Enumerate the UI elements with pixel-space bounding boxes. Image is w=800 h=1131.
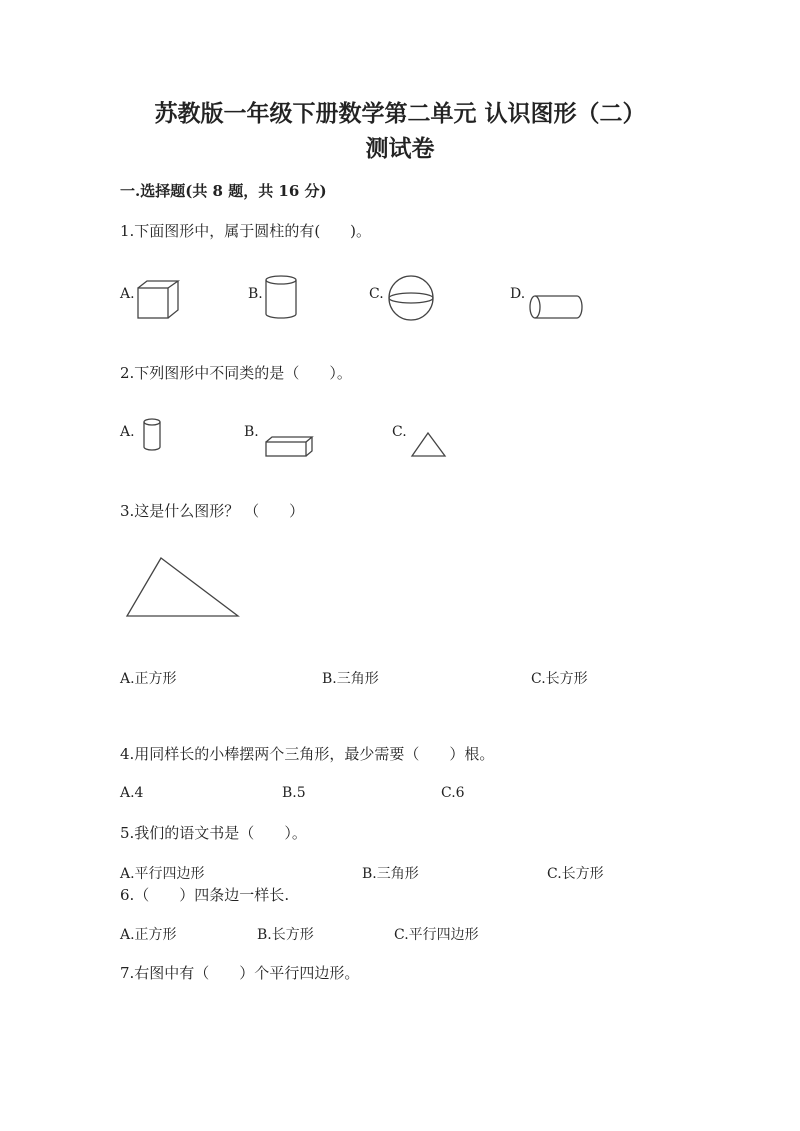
question-1: 1.下面图形中，属于圆柱的有( )。 [120, 222, 372, 240]
q6-option-b: B.长方形 [257, 927, 314, 943]
cube-icon [137, 280, 185, 320]
cylinder-icon [265, 275, 301, 323]
q5-option-b: B.三角形 [362, 866, 419, 882]
q1-option-c-label: C. [369, 286, 384, 302]
q3-option-c: C.长方形 [531, 671, 588, 687]
q6-option-a: A.正方形 [120, 927, 177, 943]
q4-option-c: C.6 [441, 785, 465, 801]
sphere-icon [388, 275, 436, 323]
q2-option-c-label: C. [392, 424, 407, 440]
q1-option-b-label: B. [248, 286, 263, 302]
cuboid-icon [265, 436, 315, 458]
q2-option-b-label: B. [244, 424, 259, 440]
lying-cylinder-icon [529, 295, 585, 323]
q6-option-c: C.平行四边形 [394, 927, 479, 943]
q5-option-c: C.长方形 [547, 866, 604, 882]
section-heading: 一.选择题(共 8 题，共 16 分) [120, 182, 327, 200]
q4-option-b: B.5 [282, 785, 306, 801]
triangle-icon [126, 557, 244, 619]
triangle-icon [411, 432, 449, 458]
q3-option-a: A.正方形 [120, 671, 177, 687]
q3-option-b: B.三角形 [322, 671, 379, 687]
cylinder-icon [143, 418, 165, 454]
question-3: 3.这是什么图形？ （ ） [120, 502, 305, 520]
q1-option-d-label: D. [510, 286, 526, 302]
q5-option-a: A.平行四边形 [120, 866, 205, 882]
page-title: 苏教版一年级下册数学第二单元 认识图形（二） [154, 100, 646, 127]
q2-option-a-label: A. [120, 424, 135, 440]
question-4: 4.用同样长的小棒摆两个三角形，最少需要（ ）根。 [120, 745, 495, 763]
question-6: 6.（ ）四条边一样长. [120, 886, 290, 904]
q4-option-a: A.4 [120, 785, 144, 801]
question-5: 5.我们的语文书是（ ）。 [120, 824, 307, 842]
page-title-line2: 测试卷 [365, 135, 435, 162]
question-2: 2.下列图形中不同类的是（ ）。 [120, 364, 352, 382]
question-7: 7.右图中有（ ）个平行四边形。 [120, 964, 360, 982]
q1-option-a-label: A. [120, 286, 135, 302]
